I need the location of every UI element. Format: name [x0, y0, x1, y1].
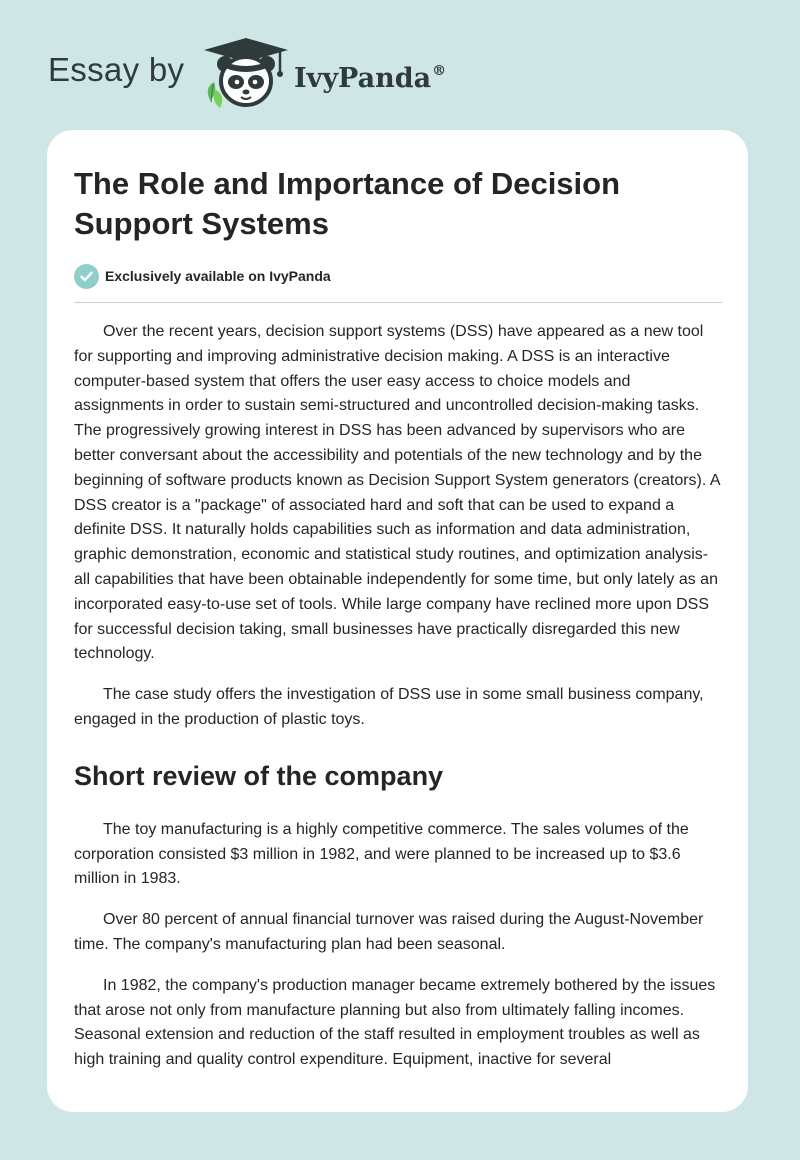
- essay-by-label: Essay by: [48, 51, 185, 88]
- brand-name[interactable]: [294, 53, 446, 97]
- paragraph: The toy manufacturing is a highly competitive commerce. The sales volumes of the corporation consisted $3 million in 1982, and were planned to be increased up to $3.6 million in 1983.: [74, 820, 689, 888]
- paragraph: Over 80 percent of annual financial turnover was raised during the August-November time. The company's manufacturing plan had been seasonal.: [74, 911, 704, 953]
- paragraph: In 1982, the company's production manager became extremely bothered by the issues that arose not only from manufacture planning but also from ultimately falling incomes. Seasonal extension and reduction of the staff resulted in employment troubles as well as high training and quality control expenditure. Equipment, inactive for several: [74, 976, 716, 1069]
- exclusive-label: Exclusively available on IvyPanda: [105, 268, 331, 284]
- essay-card: [47, 130, 748, 1112]
- essay-body: [74, 320, 724, 1089]
- brand-text: IvyPanda: [294, 63, 432, 94]
- paragraph: Over the recent years, decision support systems (DSS) have appeared as a new tool for supporting and improving administrative decision making. A DSS is an interactive computer-based system that offers the user easy access to choice models and assignments in order to sustain semi-structured and uncontrolled decision-making tasks. The progressively growing interest in DSS has been advanced by supervisors who are better conversant about the accessibility and potentials of the new technology and by the beginning of software products known as Decision Support System generators (creators). A DSS creator is a "package" of associated hard and soft that can be used to expand a definite DSS. It naturally holds capabilities such as information and data administration, graphic demonstration, economic and statistical study routines, and optimization analysis-all capabilities that have been obtainable independently for some time, but only lately as an incorporated easy-to-use set of tools. While large company have reclined more upon DSS for successful decision taking, small businesses have practically disregarded this new technology.: [74, 323, 720, 663]
- registered-mark: ®: [432, 63, 447, 79]
- divider: [74, 302, 722, 303]
- check-icon: [74, 264, 99, 289]
- site-header: [0, 0, 800, 120]
- essay-title: The Role and Importance of Decision Support Systems: [74, 166, 621, 241]
- panda-logo-icon[interactable]: [200, 36, 292, 110]
- exclusive-badge: [74, 263, 331, 289]
- section-heading: Short review of the company: [74, 760, 444, 791]
- paragraph: The case study offers the investigation of DSS use in some small business company, engaged in the production of plastic toys.: [74, 686, 704, 728]
